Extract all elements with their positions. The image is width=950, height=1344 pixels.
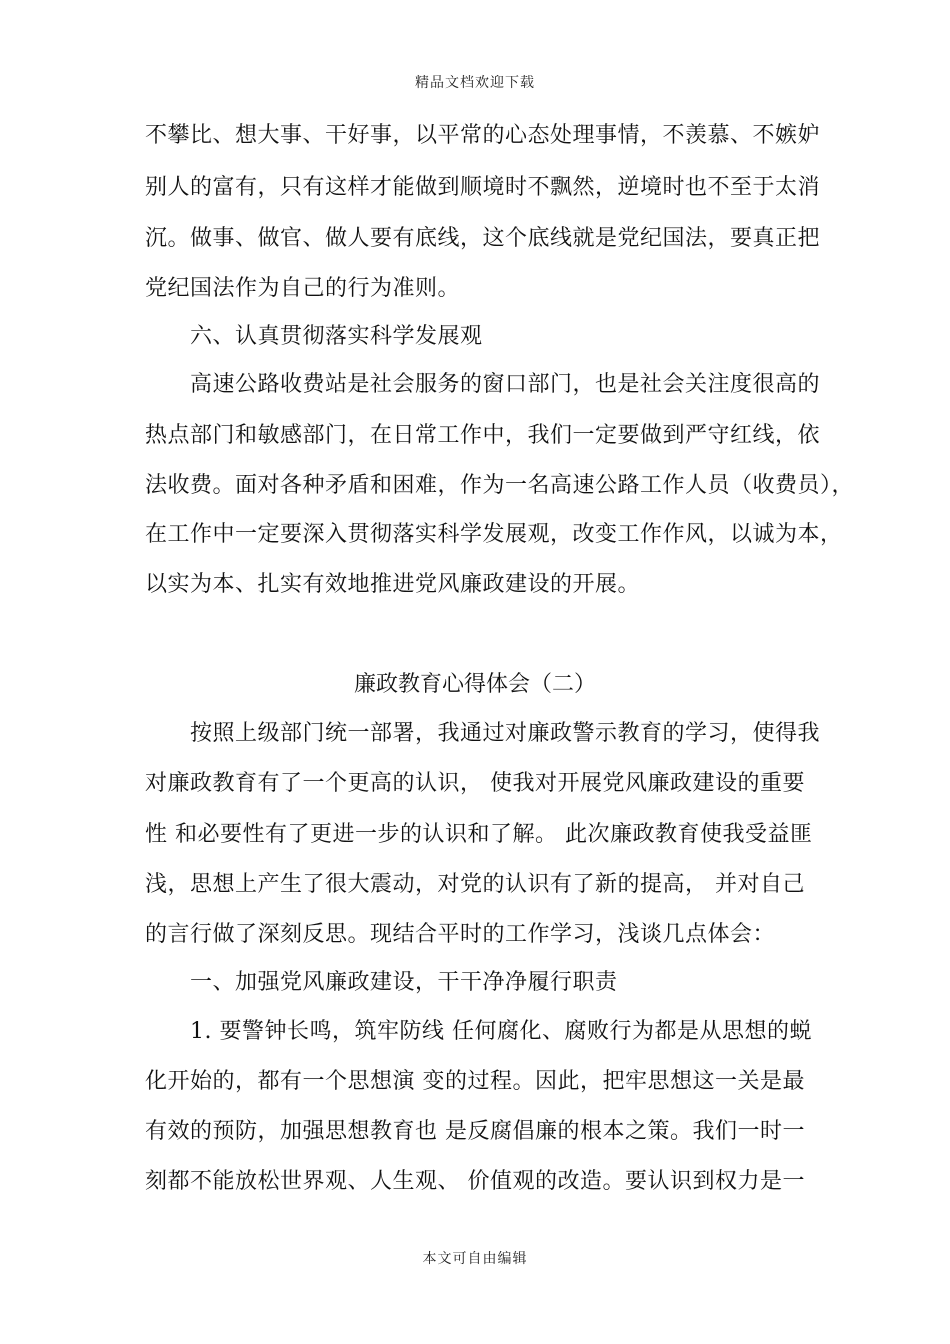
body-line: 以实为本、扎实有效地推进党风廉政建设的开展。 (145, 572, 641, 597)
body-line: 按照上级部门统一部署，我通过对廉政警示教育的学习，使得我 (190, 721, 821, 746)
section-heading: 一、加强党风廉政建设，干干净净履行职责 (190, 970, 618, 995)
body-line: 刻都不能放松世界观、人生观、 价值观的改造。要认识到权力是一 (145, 1169, 805, 1194)
body-line: 沉。做事、做官、做人要有底线，这个底线就是党纪国法，要真正把 (145, 226, 821, 251)
section-heading: 六、认真贯彻落实科学发展观 (190, 324, 483, 349)
page-footer: 本文可自由编辑 (422, 1251, 528, 1267)
body-line: 有效的预防，加强思想教育也 是反腐倡廉的根本之策。我们一时一 (145, 1119, 805, 1144)
body-line: 别人的富有，只有这样才能做到顺境时不飘然，逆境时也不至于太消 (145, 175, 821, 200)
body-line: 对廉政教育有了一个更高的认识， 使我对开展党风廉政建设的重要 (145, 771, 805, 796)
document-title: 廉政教育心得体会（二） (353, 672, 596, 697)
body-line: 不攀比、想大事、干好事，以平常的心态处理事情，不羡慕、不嫉妒 (145, 123, 821, 148)
body-line: 热点部门和敏感部门，在日常工作中，我们一定要做到严守红线，依 (145, 423, 821, 448)
body-line: 化开始的，都有一个思想演 变的过程。因此，把牢思想这一关是最 (145, 1069, 805, 1094)
page-header: 精品文档欢迎下载 (415, 75, 535, 91)
body-line: 性 和必要性有了更进一步的认识和了解。 此次廉政教育使我受益匪 (145, 822, 813, 847)
body-line: 党纪国法作为自己的行为准则。 (145, 276, 461, 301)
body-line: 在工作中一定要深入贯彻落实科学发展观，改变工作作风，以诚为本， (145, 522, 843, 547)
body-line: 高速公路收费站是社会服务的窗口部门，也是社会关注度很高的 (190, 372, 821, 397)
body-line: 的言行做了深刻反思。现结合平时的工作学习，浅谈几点体会： (145, 922, 776, 947)
body-line: 法收费。面对各种矛盾和困难，作为一名高速公路工作人员（收费员）， (145, 473, 855, 498)
body-line: 浅，思想上产生了很大震动，对党的认识有了新的提高， 并对自己 (145, 872, 805, 897)
body-line: 1. 要警钟长鸣，筑牢防线 任何腐化、腐败行为都是从思想的蜕 (190, 1019, 812, 1044)
